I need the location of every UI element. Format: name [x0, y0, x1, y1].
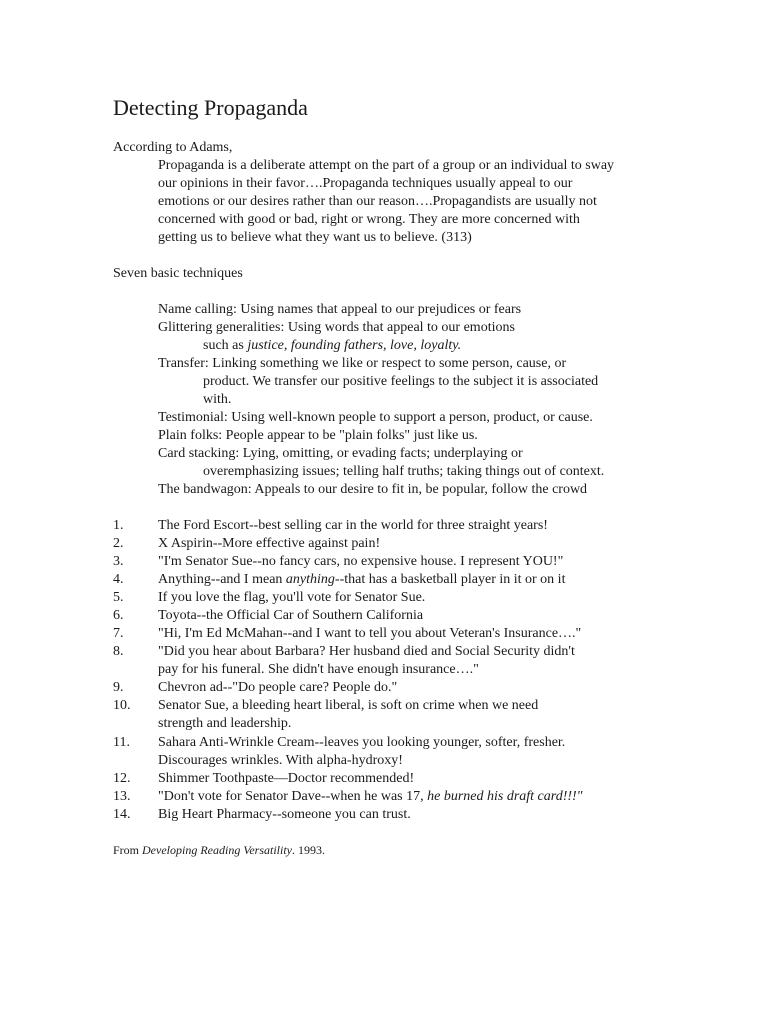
- technique-bandwagon: The bandwagon: Appeals to our desire to fit in, be popular, follow the crowd: [158, 482, 588, 497]
- technique-card-stacking-cont: overemphasizing issues; telling half truths; taking things out of context.: [203, 464, 605, 479]
- list-item-number: 14.: [113, 807, 131, 822]
- list-item-number: 11.: [113, 735, 130, 750]
- quote-line: our opinions in their favor….Propaganda techniques usually appeal to our: [158, 176, 573, 191]
- intro-text: According to Adams,: [113, 140, 233, 155]
- list-item: Shimmer Toothpaste—Doctor recommended!: [158, 771, 415, 786]
- quote-line: Propaganda is a deliberate attempt on the part of a group or an individual to sway: [158, 158, 615, 173]
- technique-transfer: Transfer: Linking something we like or respect to some person, cause, or: [158, 356, 567, 371]
- technique-plain-folks: Plain folks: People appear to be "plain folks" just like us.: [158, 428, 478, 443]
- list-item: "Hi, I'm Ed McMahan--and I want to tell you about Veteran's Insurance….": [158, 626, 582, 641]
- quote-line: concerned with good or bad, right or wrong. They are more concerned with: [158, 212, 580, 227]
- list-item: Sahara Anti-Wrinkle Cream--leaves you looking younger, softer, fresher.: [158, 735, 566, 750]
- glittering-examples: justice, founding fathers, love, loyalty.: [247, 338, 462, 353]
- technique-transfer-cont: with.: [203, 392, 232, 407]
- list-item-text: Anything--and I mean: [158, 572, 286, 587]
- list-item: The Ford Escort--best selling car in the world for three straight years!: [158, 518, 548, 533]
- list-item-number: 2.: [113, 536, 124, 551]
- list-item: X Aspirin--More effective against pain!: [158, 536, 381, 551]
- citation-prefix: From: [113, 843, 143, 857]
- list-item-number: 3.: [113, 554, 124, 569]
- quote-line: emotions or our desires rather than our reason….Propagandists are usually not: [158, 194, 597, 209]
- list-item: Senator Sue, a bleeding heart liberal, is soft on crime when we need: [158, 698, 539, 713]
- list-item: "Did you hear about Barbara? Her husband died and Social Security didn't: [158, 644, 575, 659]
- list-item-number: 8.: [113, 644, 124, 659]
- glittering-prefix: such as: [203, 338, 248, 353]
- citation-work: Developing Reading Versatility: [142, 843, 292, 857]
- list-item-number: 7.: [113, 626, 124, 641]
- list-item: [158, 788, 583, 806]
- list-item-number: 5.: [113, 590, 124, 605]
- list-item-number: 4.: [113, 572, 124, 587]
- list-item: [158, 571, 565, 589]
- list-item: Chevron ad--"Do people care? People do.": [158, 680, 398, 695]
- list-item-cont: strength and leadership.: [158, 716, 292, 731]
- list-item-emphasis: anything: [285, 572, 335, 587]
- techniques-heading: Seven basic techniques: [113, 266, 243, 281]
- list-item-number: 13.: [113, 789, 131, 804]
- citation-suffix: . 1993.: [291, 843, 325, 857]
- source-citation: [113, 842, 325, 858]
- technique-transfer-cont: product. We transfer our positive feelings to the subject it is associated: [203, 374, 599, 389]
- list-item-number: 6.: [113, 608, 124, 623]
- list-item-number: 10.: [113, 698, 131, 713]
- technique-testimonial: Testimonial: Using well-known people to support a person, product, or cause.: [158, 410, 593, 425]
- list-item: Toyota--the Official Car of Southern California: [158, 608, 424, 623]
- list-item-text: --that has a basketball player in it or on it: [334, 572, 566, 587]
- technique-card-stacking: Card stacking: Lying, omitting, or evading facts; underplaying or: [158, 446, 523, 461]
- list-item-number: 1.: [113, 518, 124, 533]
- list-item-text: "Don't vote for Senator Dave--when he was 17,: [158, 789, 428, 804]
- list-item: "I'm Senator Sue--no fancy cars, no expensive house. I represent YOU!": [158, 554, 564, 569]
- list-item: Big Heart Pharmacy--someone you can trust.: [158, 807, 411, 822]
- list-item-cont: Discourages wrinkles. With alpha-hydroxy!: [158, 753, 403, 768]
- list-item: If you love the flag, you'll vote for Senator Sue.: [158, 590, 426, 605]
- list-item-number: 12.: [113, 771, 131, 786]
- technique-glittering-examples-line: [203, 337, 461, 355]
- list-item-number: 9.: [113, 680, 124, 695]
- list-item-emphasis: he burned his draft card!!!": [427, 789, 583, 804]
- quote-line: getting us to believe what they want us to believe. (313): [158, 230, 472, 245]
- technique-name-calling: Name calling: Using names that appeal to our prejudices or fears: [158, 302, 522, 317]
- list-item-cont: pay for his funeral. She didn't have enough insurance….": [158, 662, 479, 677]
- page-title: Detecting Propaganda: [113, 95, 308, 120]
- technique-glittering-generalities: Glittering generalities: Using words that appeal to our emotions: [158, 320, 515, 335]
